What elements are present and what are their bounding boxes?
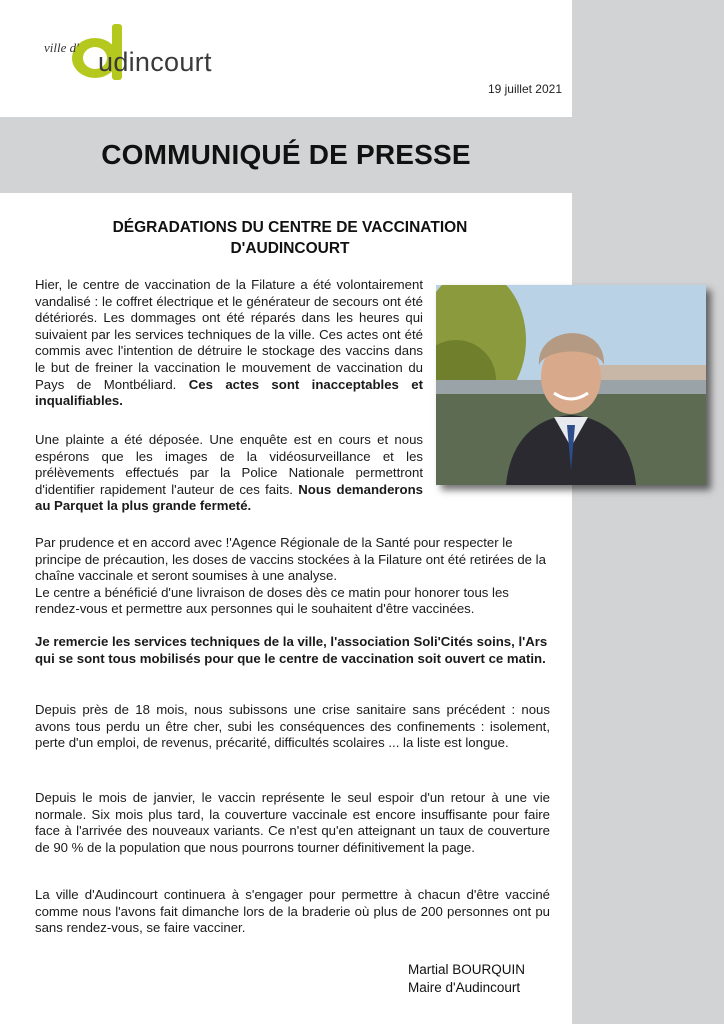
paragraph-1-text: Hier, le centre de vaccination de la Filature a été volontairement vandalisé : le coffret électrique et le générateur de secours ont été détériorés. Les dommages ont été réparés dans les heures qui suivaient par les services techniques de la ville. Ces actes ont été commis avec l'intention de détruire le stockage des vaccins dans le but de freiner la vaccination le mouvement de vaccination du Pays de Montbéliard. [35, 277, 423, 392]
logo-name: udincourt [98, 47, 212, 77]
portrait-photo-icon [436, 285, 706, 485]
logo-prefix: ville d' [44, 40, 79, 55]
paragraph-1 [35, 277, 423, 410]
paragraph-2 [35, 432, 423, 515]
headline-line-2: D'AUDINCOURT [230, 240, 350, 257]
mayor-photo [436, 285, 706, 485]
paragraph-3b: Le centre a bénéficié d'une livraison de doses dès ce matin pour honorer tous les rendez-vous et permettre aux personnes qui le souhaitent d'être vaccinées. [35, 584, 509, 617]
signature-name: Martial BOURQUIN [408, 962, 526, 977]
signature-title: Maire d'Audincourt [408, 980, 521, 995]
paragraph-3a: Par prudence et en accord avec !'Agence Régionale de la Santé pour respecter le principe de précaution, les doses de vaccins stockées à la Filature ont été retirées de la chaîne vaccinale et seront soumises à une analyse. [35, 535, 546, 584]
headline-line-1: DÉGRADATIONS DU CENTRE DE VACCINATION [112, 219, 468, 236]
city-logo [40, 18, 240, 88]
paragraph-4-thanks: Je remercie les services techniques de la ville, l'association Soli'Cités soins, l'Ars qui se sont tous mobilisés pour que le centre de vaccination soit ouvert ce matin. [35, 634, 548, 666]
paragraph-3 [35, 535, 550, 618]
right-gray-sidebar [572, 0, 724, 1024]
press-date: 19 juillet 2021 [487, 82, 562, 96]
title-banner [0, 117, 572, 193]
article-headline [40, 217, 540, 259]
paragraph-2-text: Une plainte a été déposée. Une enquête est en cours et nous espérons que les images de la vidéosurveillance et les prélèvements effectués par la Police Nationale permettront d'identifier rapidement l'auteur de ces faits. [35, 432, 423, 497]
paragraph-5: Depuis près de 18 mois, nous subissons une crise sanitaire sans précédent : nous avons tous perdu un être cher, subi les conséquences des confinements : isolement, perte d'un emploi, de revenus, précarité, difficultés scolaires ... la liste est longue. [35, 702, 550, 751]
banner-title: COMMUNIQUÉ DE PRESSE [101, 139, 471, 170]
paragraph-1-bold: Ces actes sont inacceptables et inqualifiables. [35, 376, 423, 409]
paragraph-2-bold: Nous demanderons au Parquet la plus grande fermeté. [35, 481, 424, 514]
paragraph-7: La ville d'Audincourt continuera à s'engager pour permettre à chacun d'être vacciné comme nous l'avons fait dimanche lors de la braderie où plus de 200 personnes ont pu sans rendez-vous, se faire vacciner. [35, 887, 550, 936]
paragraph-6: Depuis le mois de janvier, le vaccin représente le seul espoir d'un retour à une vie normale. Six mois plus tard, la couverture vaccinale est encore insuffisante pour faire face à l'arrivée des nouveaux variants. Ce n'est qu'en atteignant un taux de couverture de 90 % de la population que nous pourrons tourner définitivement la page. [35, 790, 550, 855]
